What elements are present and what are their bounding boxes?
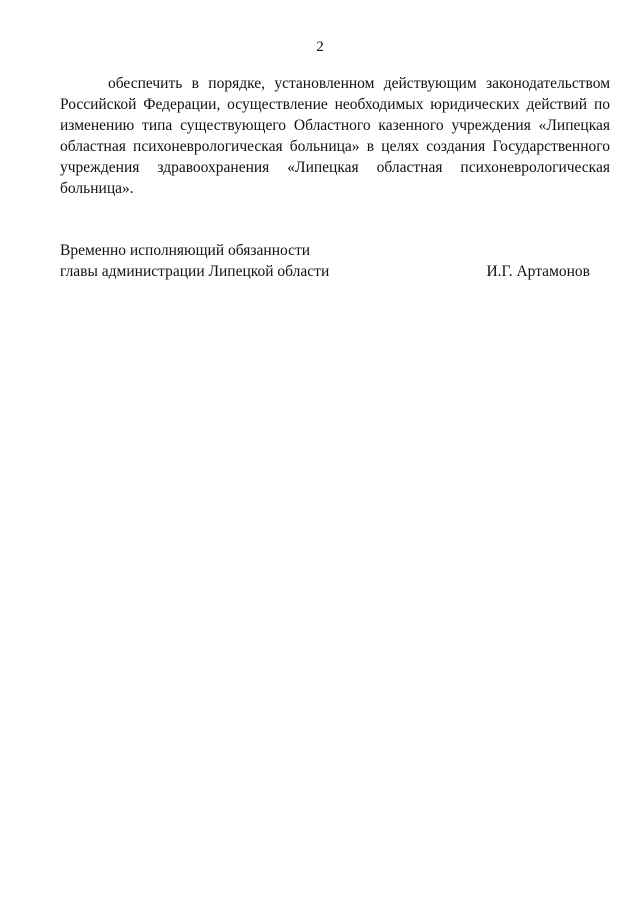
signature-row (60, 261, 610, 282)
page-number: 2 (316, 39, 324, 55)
signatory-position-line2: главы администрации Липецкой области (60, 263, 330, 280)
signatory-name: И.Г. Артамонов (486, 263, 590, 280)
signatory-position-line1: Временно исполняющий обязанности (60, 242, 311, 259)
signature-block (60, 240, 610, 282)
body-paragraph: обеспечить в порядке, установленном действующим законодательством Российской Федерации, осуществление необходимых юридических действий по изменению типа существующего Областного казенного учреждения «Липецкая областная психоневрологическая больница» в целях создания Государственного учреждения здравоохранения «Липецкая областная психоневрологическая больница». (60, 75, 610, 197)
